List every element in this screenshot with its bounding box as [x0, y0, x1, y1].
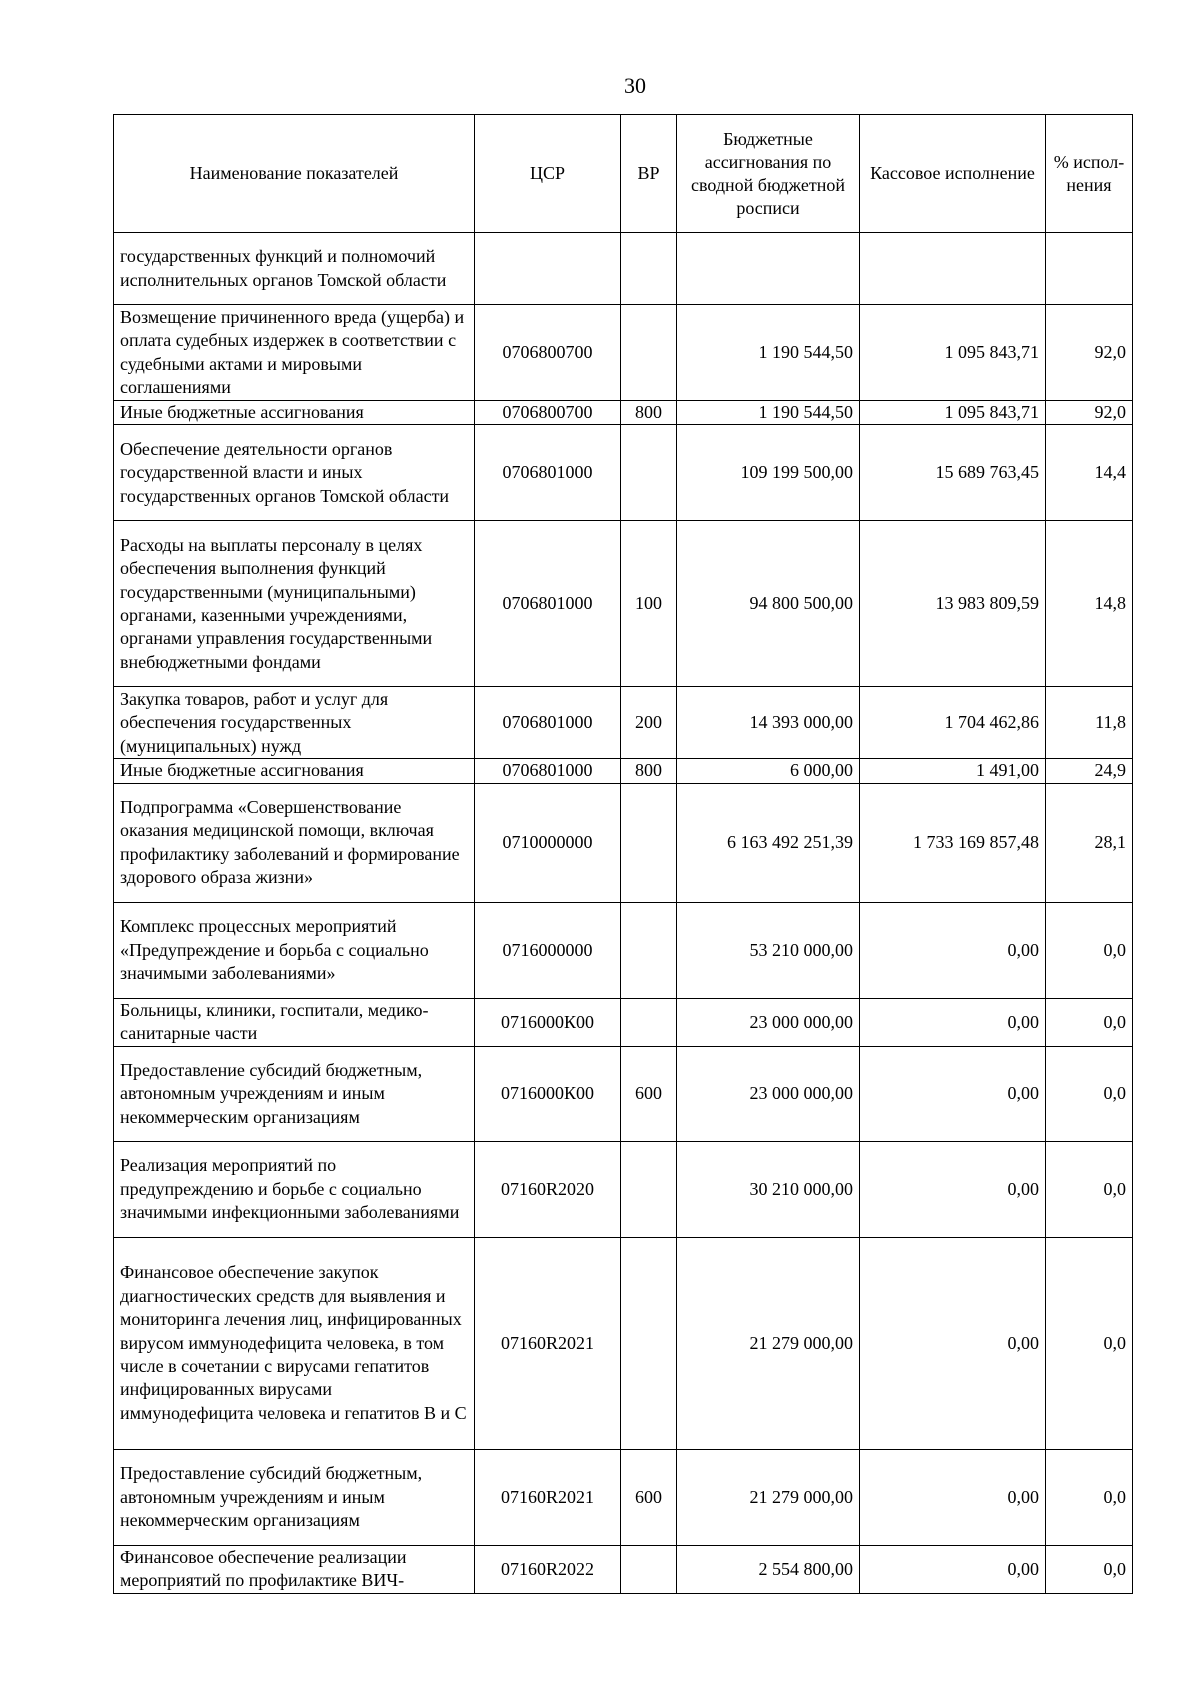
table-row	[114, 1449, 1133, 1545]
row-budget: 21 279 000,00	[677, 1449, 860, 1545]
row-percent: 11,8	[1046, 687, 1133, 759]
row-execution: 0,00	[860, 998, 1046, 1046]
row-execution: 1 491,00	[860, 759, 1046, 783]
row-percent	[1046, 233, 1133, 305]
table-row	[114, 233, 1133, 305]
table-row	[114, 687, 1133, 759]
row-execution: 1 095 843,71	[860, 305, 1046, 401]
row-vr: 200	[621, 687, 677, 759]
table-header-row	[114, 115, 1133, 233]
row-execution: 0,00	[860, 1141, 1046, 1237]
row-csr: 07160R2022	[475, 1545, 621, 1593]
row-execution: 0,00	[860, 902, 1046, 998]
row-name: Иные бюджетные ассигнования	[114, 401, 475, 425]
row-budget: 2 554 800,00	[677, 1545, 860, 1593]
row-budget	[677, 233, 860, 305]
row-budget: 53 210 000,00	[677, 902, 860, 998]
header-vr: ВР	[621, 115, 677, 233]
row-csr: 0706800700	[475, 401, 621, 425]
row-vr: 800	[621, 759, 677, 783]
row-csr: 0706801000	[475, 425, 621, 521]
row-budget: 23 000 000,00	[677, 998, 860, 1046]
row-vr	[621, 998, 677, 1046]
table-row	[114, 1237, 1133, 1449]
row-percent: 0,0	[1046, 1141, 1133, 1237]
row-name: Возмещение причиненного вреда (ущерба) и оплата судебных издержек в соответствии с судебными актами и мировыми соглашениями	[114, 305, 475, 401]
row-execution: 1 095 843,71	[860, 401, 1046, 425]
row-percent: 0,0	[1046, 1449, 1133, 1545]
row-name: Расходы на выплаты персоналу в целях обеспечения выполнения функций государственными (муниципальными) органами, казенными учреждениями, органами управления государственными внебюджетными фондами	[114, 521, 475, 687]
row-vr	[621, 425, 677, 521]
row-name: Предоставление субсидий бюджетным, автономным учреждениям и иным некоммерческим организациям	[114, 1046, 475, 1141]
row-vr	[621, 1141, 677, 1237]
row-execution: 15 689 763,45	[860, 425, 1046, 521]
row-budget: 1 190 544,50	[677, 401, 860, 425]
row-csr: 0706801000	[475, 521, 621, 687]
row-percent: 28,1	[1046, 783, 1133, 902]
row-csr: 0706800700	[475, 305, 621, 401]
row-budget: 21 279 000,00	[677, 1237, 860, 1449]
row-budget: 94 800 500,00	[677, 521, 860, 687]
row-name: Закупка товаров, работ и услуг для обеспечения государственных (муниципальных) нужд	[114, 687, 475, 759]
row-vr: 600	[621, 1046, 677, 1141]
table-row	[114, 1141, 1133, 1237]
table-row	[114, 902, 1133, 998]
row-percent: 92,0	[1046, 401, 1133, 425]
row-percent: 24,9	[1046, 759, 1133, 783]
row-csr: 0706801000	[475, 759, 621, 783]
row-vr	[621, 902, 677, 998]
row-csr	[475, 233, 621, 305]
row-execution: 0,00	[860, 1449, 1046, 1545]
row-percent: 0,0	[1046, 902, 1133, 998]
row-execution: 13 983 809,59	[860, 521, 1046, 687]
row-vr: 600	[621, 1449, 677, 1545]
row-execution: 1 704 462,86	[860, 687, 1046, 759]
table-row	[114, 1046, 1133, 1141]
row-budget: 109 199 500,00	[677, 425, 860, 521]
table-body	[114, 233, 1133, 1594]
row-vr: 100	[621, 521, 677, 687]
row-budget: 1 190 544,50	[677, 305, 860, 401]
row-vr	[621, 1545, 677, 1593]
row-vr	[621, 233, 677, 305]
row-name: Финансовое обеспечение реализации мероприятий по профилактике ВИЧ-	[114, 1545, 475, 1593]
row-name: Комплекс процессных мероприятий «Предупреждение и борьба с социально значимыми заболеваниями»	[114, 902, 475, 998]
row-csr: 07160R2021	[475, 1449, 621, 1545]
row-budget: 6 163 492 251,39	[677, 783, 860, 902]
row-vr: 800	[621, 401, 677, 425]
row-name: Предоставление субсидий бюджетным, автономным учреждениям и иным некоммерческим организациям	[114, 1449, 475, 1545]
row-name: государственных функций и полномочий исполнительных органов Томской области	[114, 233, 475, 305]
table-row	[114, 759, 1133, 783]
row-execution: 0,00	[860, 1237, 1046, 1449]
row-vr	[621, 783, 677, 902]
row-csr: 0716000К00	[475, 998, 621, 1046]
row-budget: 23 000 000,00	[677, 1046, 860, 1141]
header-percent: % испол-нения	[1046, 115, 1133, 233]
table-row	[114, 305, 1133, 401]
header-name: Наименование показателей	[114, 115, 475, 233]
table-row	[114, 783, 1133, 902]
row-name: Иные бюджетные ассигнования	[114, 759, 475, 783]
row-execution: 1 733 169 857,48	[860, 783, 1046, 902]
row-name: Подпрограмма «Совершенствование оказания медицинской помощи, включая профилактику заболеваний и формирование здорового образа жизни»	[114, 783, 475, 902]
header-budget: Бюджетные ассигнования по сводной бюджетной росписи	[677, 115, 860, 233]
header-csr: ЦСР	[475, 115, 621, 233]
row-percent: 0,0	[1046, 998, 1133, 1046]
row-vr	[621, 305, 677, 401]
row-percent: 0,0	[1046, 1046, 1133, 1141]
row-execution: 0,00	[860, 1046, 1046, 1141]
row-execution	[860, 233, 1046, 305]
row-name: Больницы, клиники, госпитали, медико-санитарные части	[114, 998, 475, 1046]
header-execution: Кассовое исполнение	[860, 115, 1046, 233]
budget-table	[113, 114, 1133, 1594]
table-row	[114, 425, 1133, 521]
row-name: Реализация мероприятий по предупреждению и борьбе с социально значимыми инфекционными заболеваниями	[114, 1141, 475, 1237]
row-csr: 07160R2021	[475, 1237, 621, 1449]
page-number: 30	[624, 73, 646, 98]
row-percent: 14,4	[1046, 425, 1133, 521]
table-row	[114, 1545, 1133, 1593]
row-csr: 0716000К00	[475, 1046, 621, 1141]
row-execution: 0,00	[860, 1545, 1046, 1593]
table-row	[114, 401, 1133, 425]
row-percent: 0,0	[1046, 1545, 1133, 1593]
row-csr: 07160R2020	[475, 1141, 621, 1237]
row-csr: 0710000000	[475, 783, 621, 902]
row-csr: 0716000000	[475, 902, 621, 998]
row-percent: 0,0	[1046, 1237, 1133, 1449]
table-row	[114, 998, 1133, 1046]
row-name: Финансовое обеспечение закупок диагностических средств для выявления и мониторинга лечения лиц, инфицированных вирусом иммунодефицита человека, в том числе в сочетании с вирусами гепатитов инфицированных вирусами иммунодефицита человека и гепатитов В и С	[114, 1237, 475, 1449]
row-name: Обеспечение деятельности органов государственной власти и иных государственных органов Томской области	[114, 425, 475, 521]
row-csr: 0706801000	[475, 687, 621, 759]
table-row	[114, 521, 1133, 687]
row-budget: 14 393 000,00	[677, 687, 860, 759]
row-budget: 6 000,00	[677, 759, 860, 783]
row-percent: 92,0	[1046, 305, 1133, 401]
row-vr	[621, 1237, 677, 1449]
row-budget: 30 210 000,00	[677, 1141, 860, 1237]
row-percent: 14,8	[1046, 521, 1133, 687]
